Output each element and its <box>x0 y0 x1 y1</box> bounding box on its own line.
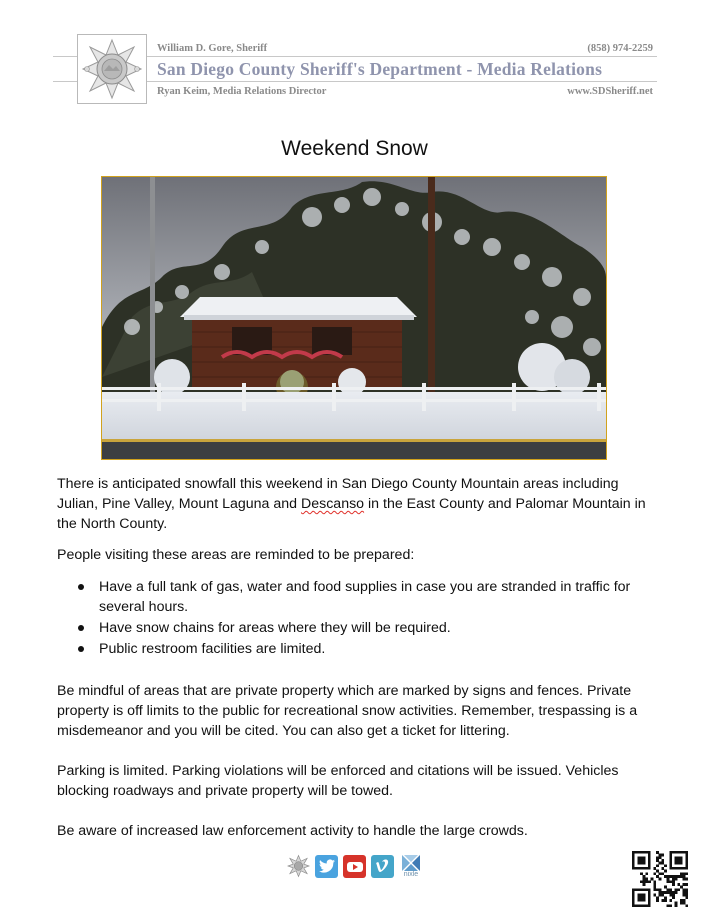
list-item: Have snow chains for areas where they will be required. <box>57 618 657 638</box>
flagged-word: Descanso <box>300 496 365 512</box>
paragraph-parking <box>57 761 657 801</box>
snow-scene-photo <box>101 176 607 460</box>
page-title: Weekend Snow <box>281 137 428 160</box>
sheriff-name: William D. Gore, Sheriff <box>157 43 268 54</box>
paragraph-enforcement <box>57 821 657 841</box>
website: www.SDSheriff.net <box>567 86 653 97</box>
youtube-icon[interactable] <box>343 855 366 878</box>
nixle-icon[interactable] <box>399 855 423 878</box>
snow-cabin-image <box>102 177 606 459</box>
phone-number: (858) 974-2259 <box>587 43 653 54</box>
paragraph-prepare <box>57 545 657 565</box>
paragraph-text: There is anticipated snowfall this weekend in San Diego County Mountain areas including Julian, Pine Valley, Mount Laguna and <box>57 476 619 512</box>
list-item: Public restroom facilities are limited. <box>57 639 657 659</box>
paragraph-text: People visiting these areas are reminded to be prepared: <box>57 547 415 563</box>
paragraph-text: in the East County and Palomar Mountain in the North County. <box>57 496 646 532</box>
paragraph-text: Be aware of increased law enforcement activity to handle the large crowds. <box>57 823 528 839</box>
sheriff-badge-frame <box>77 34 147 104</box>
social-links <box>287 852 423 880</box>
paragraph-text: Be mindful of areas that are private property which are marked by signs and fences. Private property is off limits to the public for recreational snow activities. Remember, trespassing is a misdemeanor and you will be cited. You can also get a ticket for littering. <box>57 683 638 739</box>
qr-code <box>632 851 688 907</box>
twitter-icon[interactable] <box>315 855 338 878</box>
paragraph-text: Parking is limited. Parking violations will be enforced and citations will be issued. Vehicles blocking roadways and private property will be towed. <box>57 763 619 799</box>
list-item: Have a full tank of gas, water and food supplies in case you are stranded in traffic for several hours. <box>57 577 657 617</box>
bullet-list <box>57 577 657 660</box>
paragraph-snowfall <box>57 474 657 534</box>
sheriff-star-icon[interactable] <box>287 855 310 878</box>
sheriff-badge-icon <box>80 37 144 101</box>
paragraph-private-property <box>57 681 657 741</box>
department-name: San Diego County Sheriff's Department - Media Relations <box>157 59 603 79</box>
media-director: Ryan Keim, Media Relations Director <box>157 86 327 97</box>
nixle-label: nixle <box>403 870 419 878</box>
letterhead <box>77 34 657 106</box>
vimeo-icon[interactable] <box>371 855 394 878</box>
